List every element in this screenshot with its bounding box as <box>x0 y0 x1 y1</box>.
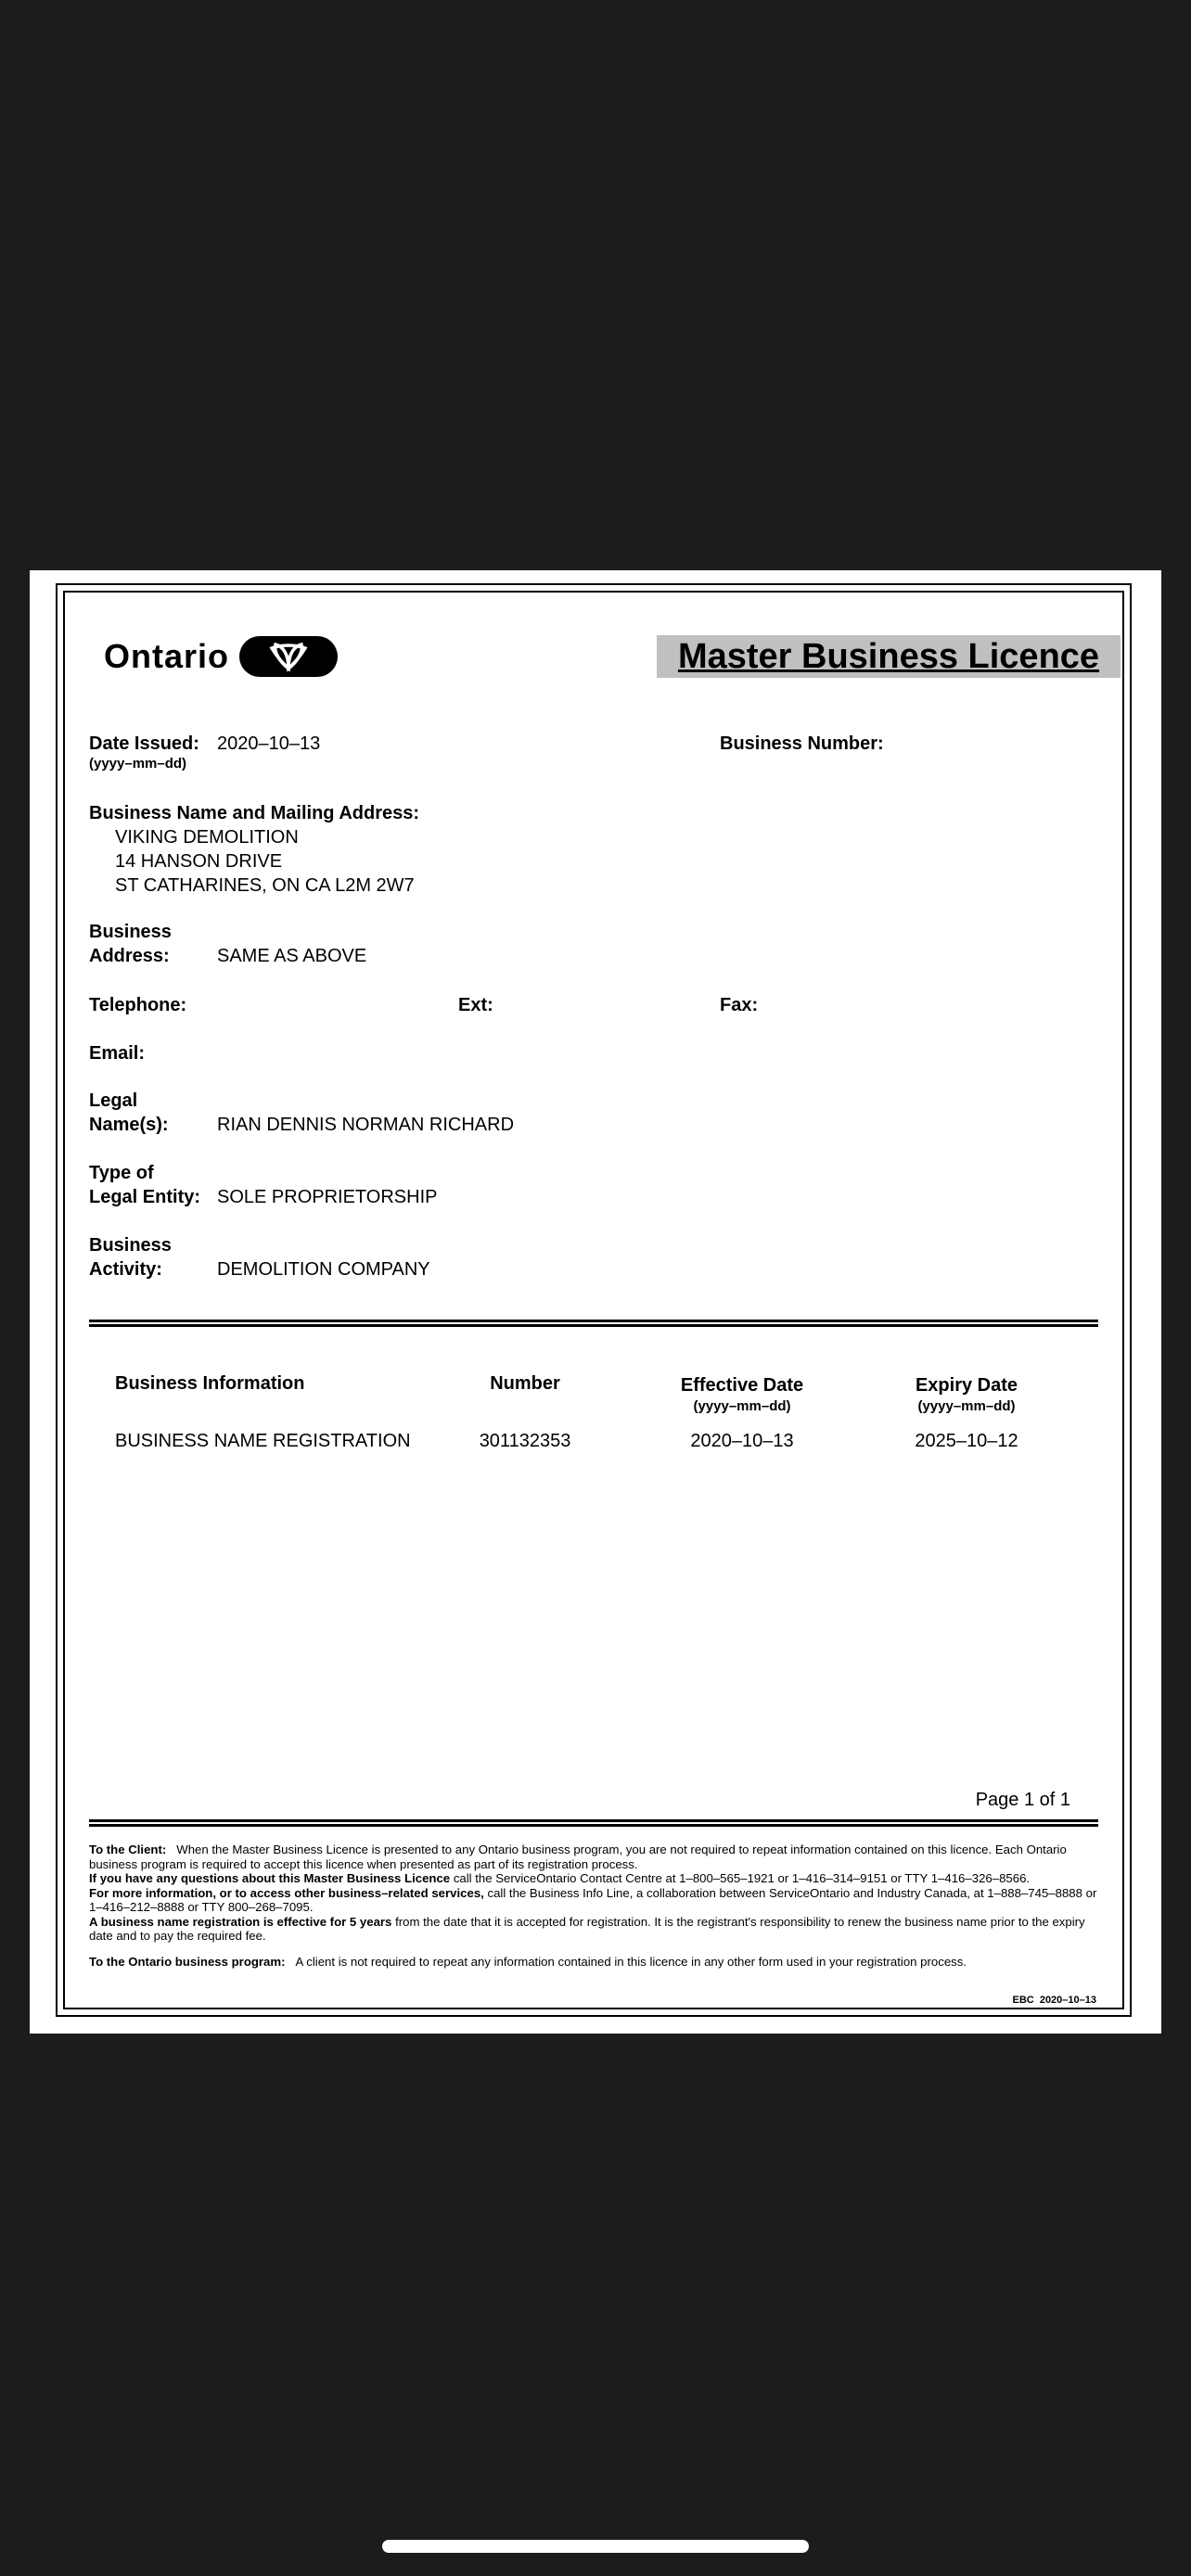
business-activity-label: Activity: <box>89 1259 162 1280</box>
divider <box>89 1819 1098 1827</box>
business-address-label: Business <box>89 922 172 942</box>
column-header-number: Number <box>490 1373 560 1394</box>
fax-label: Fax: <box>720 995 759 1015</box>
client-note <box>89 1843 1100 1871</box>
client-note-label: To the Client: <box>89 1843 167 1856</box>
business-number-label: Business Number: <box>720 733 884 754</box>
page-indicator: Page 1 of 1 <box>975 1790 1070 1810</box>
more-info-note <box>89 1886 1100 1915</box>
business-activity-value: DEMOLITION COMPANY <box>217 1259 430 1280</box>
address-line: VIKING DEMOLITION <box>115 827 299 848</box>
more-info-note-text: call the Business Info Line, a collaboration between ServiceOntario and Industry Canada, at 1–888–745–8888 or 1–416–212–8888 or TTY 800–268–7095. <box>89 1885 1097 1914</box>
registration-note-text: from the date that it is accepted for registration. It is the registrant's responsibility to renew the business name prior to the expiry date and to pay the required fee. <box>89 1914 1085 1943</box>
date-format-hint: (yyyy–mm–dd) <box>89 756 187 772</box>
divider <box>89 1320 1098 1327</box>
program-note-text: A client is not required to repeat any information contained in this licence in any other form used in your registration process. <box>295 1954 967 1969</box>
legal-names-label: Legal <box>89 1090 138 1111</box>
expiry-date-format-hint: (yyyy–mm–dd) <box>917 1398 1016 1414</box>
program-note <box>89 1955 1100 1970</box>
name-address-label: Business Name and Mailing Address: <box>89 803 420 823</box>
form-code: EBC 2020–10–13 <box>1012 1995 1096 2006</box>
date-issued-label: Date Issued: <box>89 733 199 754</box>
questions-note <box>89 1871 1100 1886</box>
table-cell-expiry-date: 2025–10–12 <box>915 1431 1018 1451</box>
registration-note <box>89 1915 1100 1944</box>
effective-date-format-hint: (yyyy–mm–dd) <box>693 1398 791 1414</box>
home-indicator[interactable] <box>382 2540 809 2553</box>
outer-border <box>56 583 1132 2017</box>
entity-type-label: Legal Entity: <box>89 1187 201 1207</box>
business-address-value: SAME AS ABOVE <box>217 946 367 966</box>
questions-note-bold: If you have any questions about this Master Business Licence <box>89 1871 451 1885</box>
footer-notes <box>89 1843 1100 1969</box>
title-box <box>657 635 1121 678</box>
document-title: Master Business Licence <box>677 636 1100 676</box>
business-address-label: Address: <box>89 946 170 966</box>
trillium-icon <box>238 635 339 678</box>
table-cell-number: 301132353 <box>479 1431 571 1451</box>
entity-type-label: Type of <box>89 1163 154 1183</box>
program-note-label: To the Ontario business program: <box>89 1954 286 1969</box>
more-info-note-bold: For more information, or to access other business–related services, <box>89 1885 484 1900</box>
ontario-logo <box>104 635 339 678</box>
legal-names-label: Name(s): <box>89 1115 169 1135</box>
table-cell-business-information: BUSINESS NAME REGISTRATION <box>115 1431 411 1451</box>
table-cell-effective-date: 2020–10–13 <box>690 1431 794 1451</box>
column-header-effective-date: Effective Date <box>680 1375 804 1396</box>
address-line: 14 HANSON DRIVE <box>115 851 283 872</box>
registration-note-bold: A business name registration is effective for 5 years <box>89 1914 392 1929</box>
inner-border <box>63 591 1124 2009</box>
legal-names-value: RIAN DENNIS NORMAN RICHARD <box>217 1115 515 1135</box>
date-issued-value: 2020–10–13 <box>217 733 321 754</box>
questions-note-text: call the ServiceOntario Contact Centre at 1–800–565–1921 or 1–416–314–9151 or TTY 1–416–326–8566. <box>453 1871 1031 1885</box>
address-line: ST CATHARINES, ON CA L2M 2W7 <box>115 875 415 896</box>
business-activity-label: Business <box>89 1235 172 1256</box>
logo-wordmark: Ontario <box>104 637 230 675</box>
licence-document <box>30 570 1161 2034</box>
telephone-label: Telephone: <box>89 995 187 1015</box>
column-header-business-information: Business Information <box>115 1373 305 1394</box>
email-label: Email: <box>89 1043 146 1064</box>
client-note-text: When the Master Business Licence is presented to any Ontario business program, you are not required to repeat information contained on this licence. Each Ontario business program is required to accept this licence when presented as part of its registration process. <box>89 1843 1067 1871</box>
ext-label: Ext: <box>458 995 493 1015</box>
entity-type-value: SOLE PROPRIETORSHIP <box>217 1187 438 1207</box>
column-header-expiry-date: Expiry Date <box>915 1375 1018 1396</box>
